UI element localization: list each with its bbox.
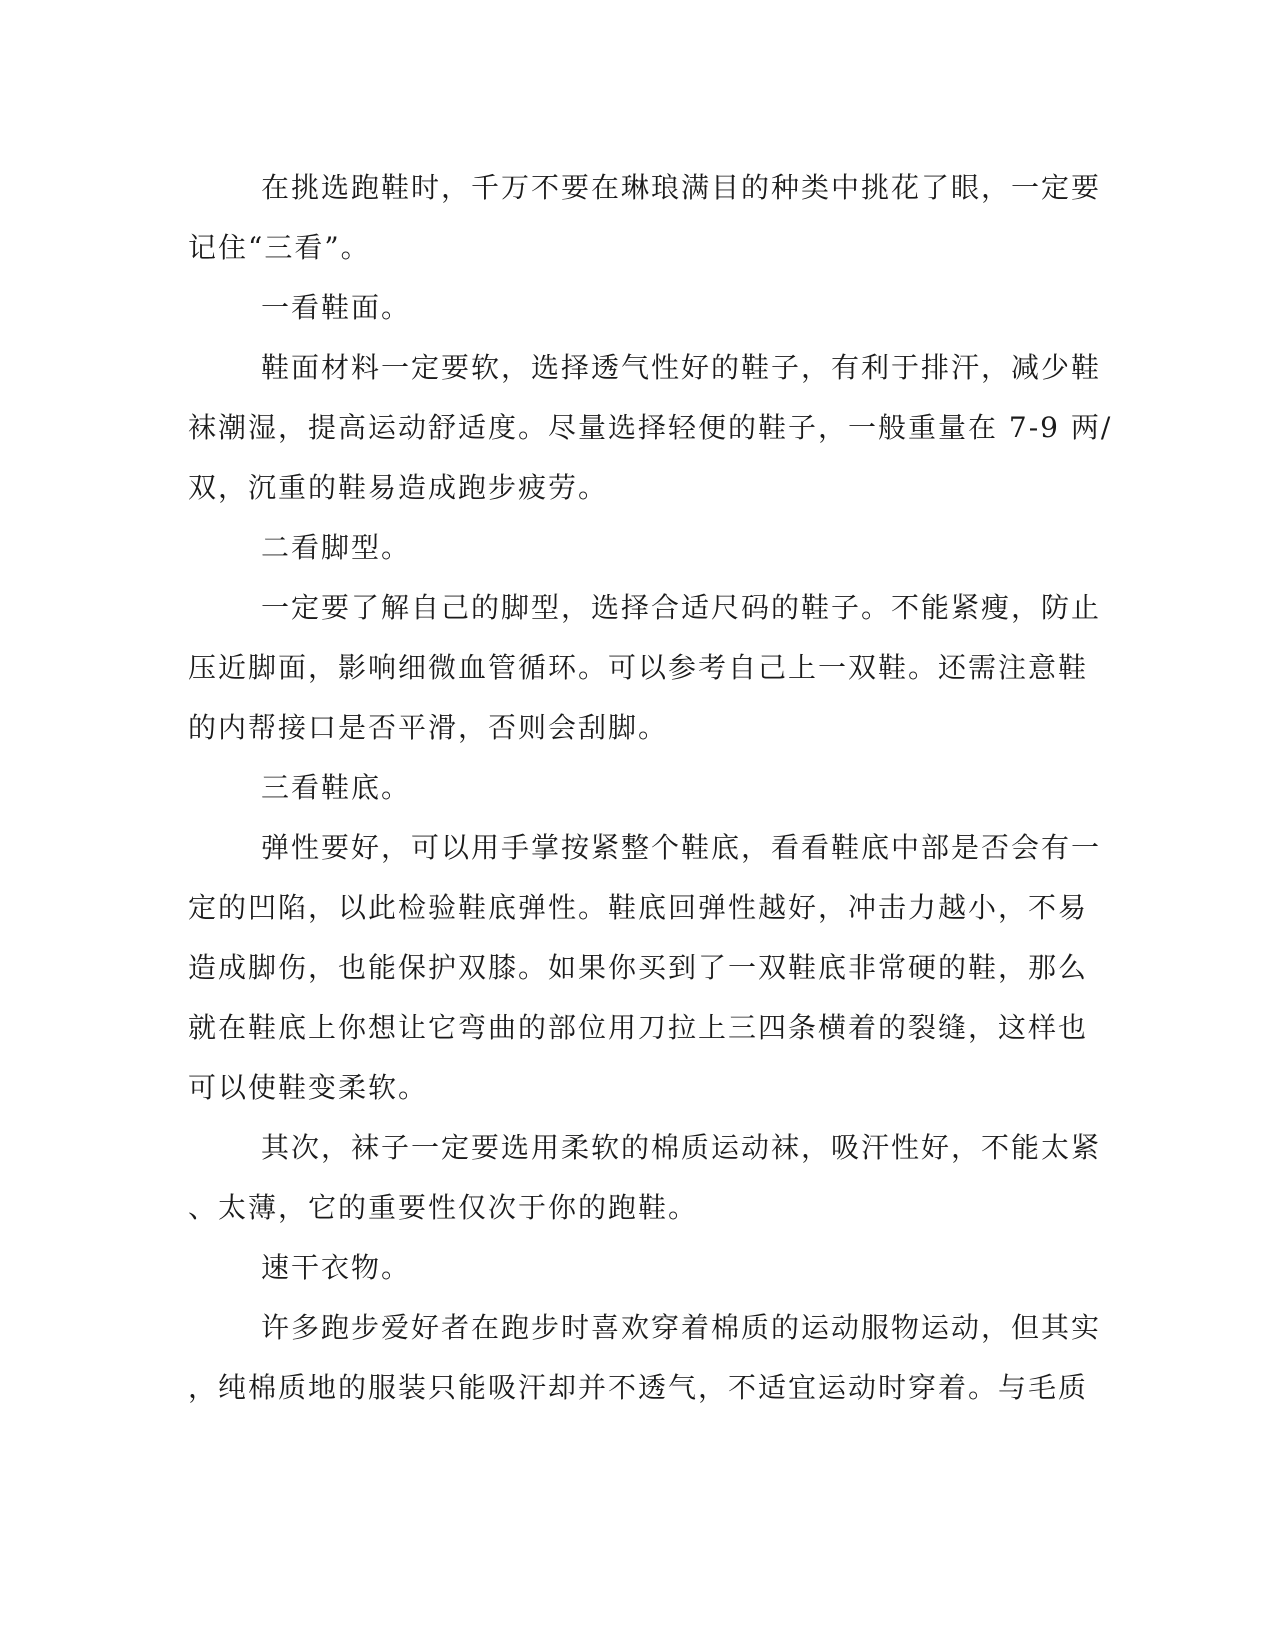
paragraph-foot-type (188, 578, 1102, 758)
text-line: 袜潮湿，提高运动舒适度。尽量选择轻便的鞋子，一般重量在 7-9 两/ (188, 411, 1113, 444)
body-text (188, 158, 1113, 1418)
text-line: 、太薄，它的重要性仅次于你的跑鞋。 (188, 1191, 699, 1224)
text-line: 三看鞋底。 (261, 771, 412, 804)
text-line: 二看脚型。 (261, 531, 412, 564)
paragraph-shoe-upper (188, 338, 1113, 518)
text-line: 弹性要好，可以用手掌按紧整个鞋底，看看鞋底中部是否会有一 (261, 831, 1102, 864)
text-line: 压近脚面，影响细微血管循环。可以参考自己上一双鞋。还需注意鞋 (188, 651, 1089, 684)
paragraph-sole (188, 818, 1102, 1118)
text-line: 速干衣物。 (261, 1251, 412, 1284)
text-line: 记住“三看”。 (188, 231, 371, 264)
paragraph-intro (188, 158, 1102, 278)
paragraph-socks (188, 1118, 1102, 1238)
text-line: ，纯棉质地的服装只能吸汗却并不透气，不适宜运动时穿着。与毛质 (188, 1371, 1089, 1404)
text-line: 在挑选跑鞋时，千万不要在琳琅满目的种类中挑花了眼，一定要 (261, 171, 1102, 204)
section-heading-shoe-upper (188, 278, 1068, 338)
section-heading-sole (188, 758, 1068, 818)
section-heading-foot-type (188, 518, 1068, 578)
text-line: 可以使鞋变柔软。 (188, 1071, 429, 1104)
paragraph-quick-dry (188, 1298, 1102, 1418)
text-line: 一看鞋面。 (261, 291, 412, 324)
text-line: 双，沉重的鞋易造成跑步疲劳。 (188, 471, 609, 504)
text-line: 鞋面材料一定要软，选择透气性好的鞋子，有利于排汗，减少鞋 (261, 351, 1102, 384)
text-line: 许多跑步爱好者在跑步时喜欢穿着棉质的运动服物运动，但其实 (261, 1311, 1102, 1344)
text-line: 其次，袜子一定要选用柔软的棉质运动袜，吸汗性好，不能太紧 (261, 1131, 1102, 1164)
text-line: 一定要了解自己的脚型，选择合适尺码的鞋子。不能紧瘦，防止 (261, 591, 1102, 624)
section-heading-quick-dry (188, 1238, 1068, 1298)
text-line: 的内帮接口是否平滑，否则会刮脚。 (188, 711, 669, 744)
text-line: 造成脚伤，也能保护双膝。如果你买到了一双鞋底非常硬的鞋，那么 (188, 951, 1089, 984)
text-line: 定的凹陷，以此检验鞋底弹性。鞋底回弹性越好，冲击力越小，不易 (188, 891, 1089, 924)
text-line: 就在鞋底上你想让它弯曲的部位用刀拉上三四条横着的裂缝，这样也 (188, 1011, 1089, 1044)
